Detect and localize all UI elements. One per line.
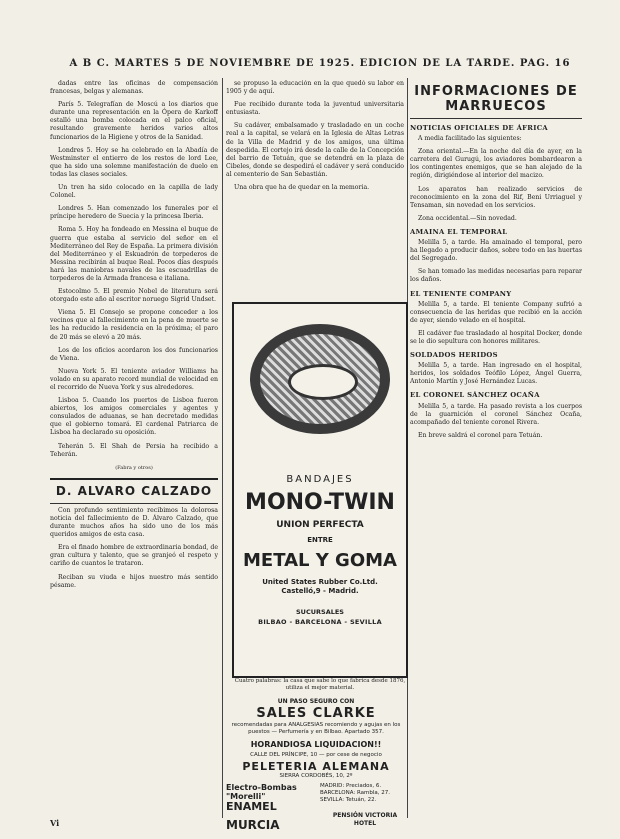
news-paragraph: Lisboa 5. Cuando los puertos de Lisboa fueron abiertos, los amigos comerciales y agentes y consulados de aduanas, se han decretado medidas que el gobierno tomará. El cardenal Patriarca de Lisboa ha declarado su oposición. xyxy=(50,397,218,437)
small-ad-line: UN PASO SEGURO CON xyxy=(277,698,355,705)
ad-product: MONO-TWIN xyxy=(245,490,395,515)
tire-illustration-icon xyxy=(250,324,390,434)
subsection-title: AMAINA EL TEMPORAL xyxy=(410,227,508,236)
news-paragraph: dadas entre las oficinas de compensación francesas, belgas y alemanas. xyxy=(50,80,218,96)
news-paragraph: Melilla 5, a tarde. Ha pasado revista a los cuerpos de la guarnición el coronel Sánchez Ocaña, acompañado del teniente coronel Rivera. xyxy=(410,402,582,426)
news-paragraph: Fue recibido durante toda la juventud universitaria entusiasta. xyxy=(226,101,404,117)
small-ad-headline: HORANDIOSA LIQUIDACION!! xyxy=(250,740,382,749)
news-paragraph: Los aparatos han realizado servicios de reconocimiento en la zona del Rif, Beni Urriaguel y Tensaman, sin novedad en los servicios. xyxy=(410,185,582,209)
news-paragraph: Los de los oficios acordaron los dos funcionarios de Viena. xyxy=(50,346,218,362)
right-column xyxy=(410,80,582,815)
middle-column xyxy=(226,80,404,300)
subsection-title: EL TENIENTE COMPANY xyxy=(410,289,512,298)
news-paragraph: Zona occidental.—Sin novedad. xyxy=(418,214,517,222)
left-column xyxy=(50,80,218,810)
small-ad-line: recomendadas para ANALGESIAS recomiendo y agujas en los puestos — Perfumería y en Bilbao. Apartado 357. xyxy=(231,722,401,735)
news-paragraph: Su cadáver, embalsamado y trasladado en un coche real a la capital, se velará en la Iglesia de Altas Letras de la Villa de Madrid y de los amigos, una última despedida. El cortejo irá desde la calle de la Concepción del barrio de Tetuán, que se detendrá en la plaza de Cibeles, donde se despedirá el cadáver y será conducido al cementerio de San Sebastián. xyxy=(226,122,404,178)
ad-between: ENTRE xyxy=(307,536,333,544)
running-head: A B C. MARTES 5 DE NOVIEMBRE DE 1925. EDICION DE LA TARDE. PAG. 16 xyxy=(69,58,571,69)
ad-company: United States Rubber Co.Ltd. Castelló,9 - Madrid. xyxy=(262,578,378,595)
news-paragraph: Zona oriental.—En la noche del día de ayer, en la carretera del Gurugú, los aviadores bombardearon a los contingentes enemigos, que se han alejado de la región, dirigiéndose al interior del macizo. xyxy=(410,148,582,180)
news-paragraph: Una obra que ha de quedar en la memoria. xyxy=(234,184,370,192)
subsection-title: EL CORONEL SÁNCHEZ OCAÑA xyxy=(410,391,540,400)
agency-separator: (Fabra y otros) xyxy=(115,464,153,471)
small-ad-brand: MURCIA xyxy=(226,818,280,832)
news-paragraph: Londres 5. Hoy se ha celebrado en la Abadía de Westminster el entierro de los restos de lord Lee, que ha sido una solemne manifestación de duelo en todas las clases sociales. xyxy=(50,146,218,178)
section-rule xyxy=(50,503,218,504)
news-paragraph: Londres 5. Han comenzado los funerales por el príncipe heredero de Suecia y la princesa Iberia. xyxy=(50,205,218,221)
subsection-title: SOLDADOS HERIDOS xyxy=(410,351,498,360)
news-paragraph: En breve saldrá el coronel para Tetuán. xyxy=(418,431,543,439)
news-paragraph: Reciban su viuda e hijos nuestro más sentido pésame. xyxy=(50,573,218,589)
small-ad-brand: Electro-Bombas "Morelli" xyxy=(226,783,297,801)
small-ad-hotel: PENSIÓN VICTORIA HOTEL xyxy=(332,812,398,827)
news-paragraph: Estocolmo 5. El premio Nobel de literatura será otorgado este año al escritor noruego Sigrid Undset. xyxy=(50,288,218,304)
news-paragraph: Nueva York 5. El teniente aviador Williams ha volado en su aparato record mundial de velocidad en el recorrido de Nueva York y sus alrededores. xyxy=(50,367,218,391)
news-paragraph: El cadáver fue trasladado al hospital Docker, donde se le dio sepultura con honores militares. xyxy=(410,329,582,345)
small-ad-brand: SALES CLARKE xyxy=(256,706,376,721)
ad-branches: BILBAO - BARCELONA - SEVILLA xyxy=(258,618,382,626)
news-paragraph: se propuso la educación en la que quedó su labor en 1905 y de aquí. xyxy=(226,80,404,96)
news-paragraph: Roma 5. Hoy ha fondeado en Messina el buque de guerra que estaba al servicio del señor en el Mediterráneo del Rey de España. La primera división del Mediterráneo y el Eskuadrón de torpederos de Messina recibirán al buque Real. Pocos días después hará las maniobras navales de las escuadrillas de torpederos de la Armada francesa e italiana. xyxy=(50,226,218,282)
ad-branches-label: SUCURSALES xyxy=(296,608,344,616)
news-paragraph: Era el finado hombre de extraordinaria bondad, de gran cultura y talento, que se granjeó el respeto y cariño de cuantos le trataron. xyxy=(50,544,218,568)
news-paragraph: Viena 5. El Consejo se propone conceder a los vecinos que al fallecimiento en la pena de muerte se les ha reducido la residencia en la próxima; el paro de 20 más se elevó a 20 más. xyxy=(50,309,218,341)
section-title: D. ALVARO CALZADO xyxy=(55,483,213,498)
tire-advertisement xyxy=(232,302,408,678)
news-paragraph: A media facilitado las siguientes: xyxy=(418,135,522,143)
small-ad-line: CALLE DEL PRÍNCIPE, 10 — por cese de negocio xyxy=(250,752,382,758)
subsection-title: NOTICIAS OFICIALES DE ÁFRICA xyxy=(410,124,548,132)
tire-hub xyxy=(288,364,358,400)
small-ad-line: MADRID: Preciados, 6. BARCELONA: Rambla, 27. SEVILLA: Tetuán, 22. xyxy=(320,783,391,803)
news-paragraph: Teherán 5. El Shah de Persia ha recibido a Teherán. xyxy=(50,442,218,458)
column-rule-left xyxy=(222,78,223,818)
news-paragraph: Con profundo sentimiento recibimos la dolorosa noticia del fallecimiento de D. Álvaro Calzado, que durante muchos años ha sido uno de los más queridos amigos de esta casa. xyxy=(50,506,218,539)
news-paragraph: París 5. Telegrafían de Moscú a los diarios que durante una representación en la Ópera de Karkoff estalló una bomba colocada en el palco oficial, resultando gravemente heridos varios altos funcionarios de la Higiene y otros de la Sanidad. xyxy=(50,101,218,141)
news-paragraph: Un tren ha sido colocado en la capilla de lady Colonel. xyxy=(50,184,218,200)
small-ad-line: SIERRA CORDOBÉS, 10, 2º xyxy=(279,773,353,779)
ad-material: METAL Y GOMA xyxy=(243,550,397,571)
small-ad-brand: ENAMEL xyxy=(226,800,277,813)
news-paragraph: Melilla 5, a tarde. Ha amainado el temporal, pero ha llegado a producir daños, sobre todo en las huertas del Segregado. xyxy=(410,239,582,263)
news-paragraph: Se han tomado las medidas necesarias para reparar los daños. xyxy=(410,268,582,284)
news-paragraph: Melilla 5, a tarde. Han ingresado en el hospital, heridos, los soldados Teófilo López, Ángel Guerra, Antonio Martín y José Hernández Lucas. xyxy=(410,362,582,386)
ad-caption: Cuatro palabras: la casa que sabe lo que fabrica desde 1876, utiliza el mejor material. xyxy=(234,678,406,691)
section-rule xyxy=(50,478,218,480)
news-paragraph: Melilla 5, a tarde. El teniente Company sufrió a consecuencia de las heridas que recibió en la acción de ayer, siendo velado en el hospital. xyxy=(410,300,582,324)
small-ad-brand: PELETERIA ALEMANA xyxy=(242,760,390,773)
marruecos-title: INFORMACIONES DE MARRUECOS xyxy=(414,84,578,114)
ad-brand-line: BANDAJES xyxy=(286,474,354,485)
section-rule xyxy=(410,118,582,119)
page-mark: Vi xyxy=(50,818,60,828)
ad-tagline: UNION PERFECTA xyxy=(276,520,364,530)
